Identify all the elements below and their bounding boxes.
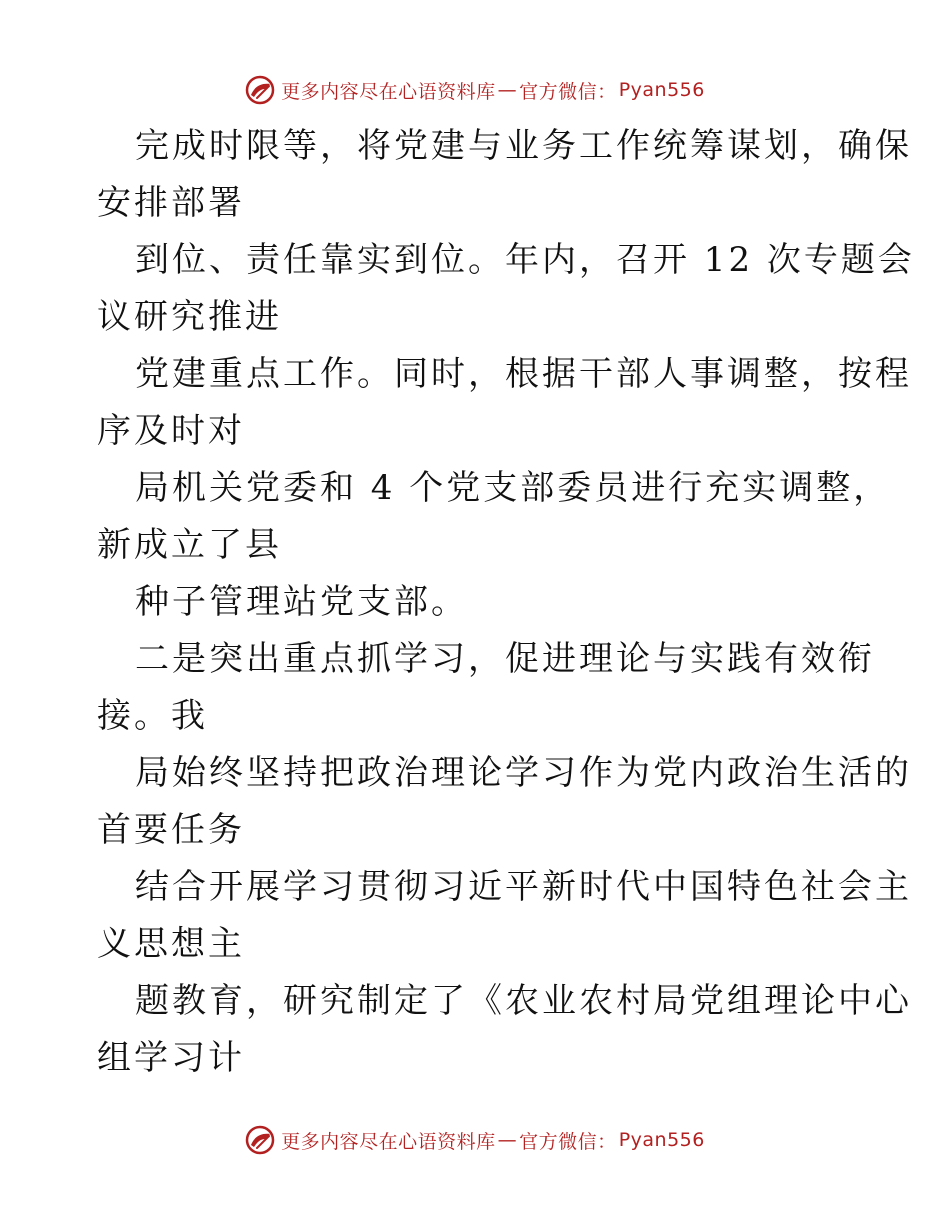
body-line: 到位、责任靠实到位。年内，召开 12 次专题会: [135, 240, 915, 280]
body-line: 组学习计: [97, 1038, 245, 1078]
banner-promo-text: 更多内容尽在心语资料库: [281, 1130, 496, 1153]
header-banner: [0, 70, 950, 110]
banner-wechat-id: Pyan556: [618, 1129, 705, 1151]
banner-separator: —: [497, 1129, 518, 1151]
banner-promo-text: 更多内容尽在心语资料库: [281, 80, 496, 103]
banner-wechat-label: 官方微信：: [519, 80, 617, 103]
body-line: 义思想主: [97, 924, 245, 964]
body-line: 序及时对: [97, 411, 245, 451]
body-line: 接。我: [97, 696, 208, 736]
footer-banner: [0, 1120, 950, 1160]
brand-logo-icon: [245, 75, 275, 105]
body-line: 局机关党委和 4 个党支部委员进行充实调整，: [135, 468, 891, 508]
body-line: 完成时限等，将党建与业务工作统筹谋划，确保: [135, 126, 912, 166]
body-line: 新成立了县: [97, 525, 282, 565]
banner-separator: —: [497, 79, 518, 101]
banner-wechat-label: 官方微信：: [519, 1130, 617, 1153]
brand-logo-icon: [245, 1125, 275, 1155]
body-line: 局始终坚持把政治理论学习作为党内政治生活的: [135, 753, 912, 793]
body-line: 题教育，研究制定了《农业农村局党组理论中心: [135, 981, 912, 1021]
banner-wechat-id: Pyan556: [618, 79, 705, 101]
document-body: [97, 118, 915, 1087]
body-line: 首要任务: [97, 810, 245, 850]
body-line: 种子管理站党支部。: [135, 582, 468, 622]
body-line: 议研究推进: [97, 297, 282, 337]
body-line: 二是突出重点抓学习，促进理论与实践有效衔: [135, 639, 875, 679]
body-line: 结合开展学习贯彻习近平新时代中国特色社会主: [135, 867, 912, 907]
body-line: 党建重点工作。同时，根据干部人事调整，按程: [135, 354, 912, 394]
body-line: 安排部署: [97, 183, 245, 223]
